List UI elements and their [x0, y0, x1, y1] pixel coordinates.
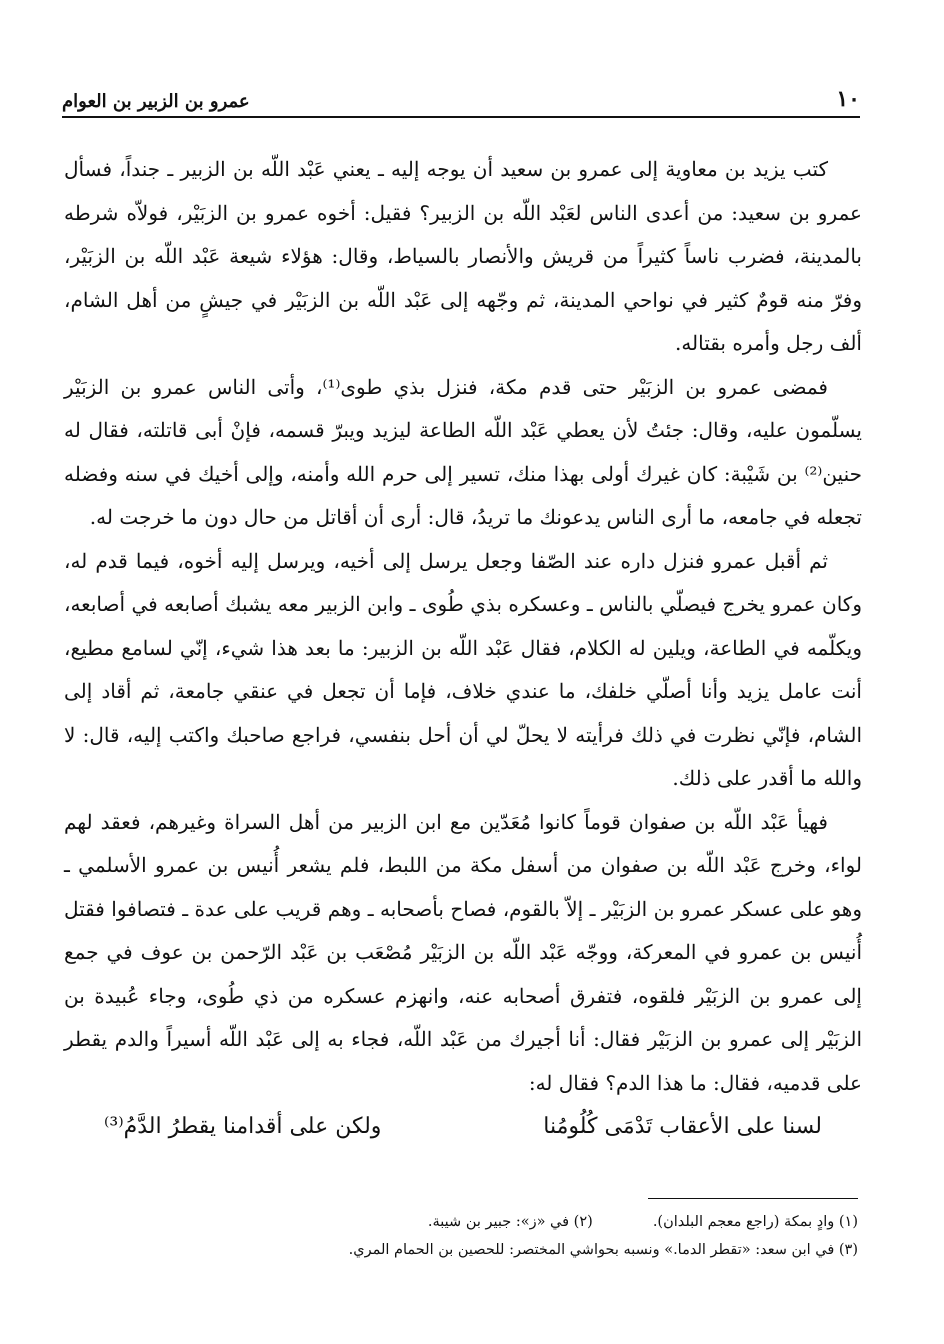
footnotes: [70, 1208, 858, 1264]
verse-second-hemistich: ولكن على أقدامنا يقطرُ الدَّمُ⁽³⁾: [104, 1114, 382, 1139]
footnote-row: [70, 1236, 858, 1264]
page-number: ١٠: [836, 86, 860, 112]
paragraph: كتب يزيد بن معاوية إلى عمرو بن سعيد أن يوجه إليه ـ يعني عَبْد اللّه بن الزبير ـ جنداً، فسأل عمرو بن سعيد: من أعدى الناس لعَبْد اللّه بن الزبير؟ فقيل: أخوه عمرو بن الزبَيْر، فولاّه شرطه بالمدينة، فضرب ناساً كثيراً من قريش والأنصار بالسياط، وقال: هؤلاء شيعة عَبْد اللّه بن الزبَيْر، وفرّ منه قومٌ كثير في نواحي المدينة، ثم وجّهه إلى عَبْد اللّه بن الزبَيْر في جيشٍ من أهل الشام، ألف رجل وأمره بقتاله.: [64, 157, 862, 355]
body-text: [64, 148, 862, 1149]
running-title: عمرو بن الزبير بن العوام: [62, 91, 250, 112]
footnote-row: [70, 1208, 858, 1236]
paragraph: فهيأ عَبْد اللّه بن صفوان قوماً كانوا مُعَدّين مع ابن الزبير من أهل السراة وغيرهم، فعقد لهم لواء، وخرج عَبْد اللّه بن صفوان من أسفل مكة من اللبط، فلم يشعر أُنيس بن عمرو الأسلمي ـ وهو على عسكر عمرو بن الزبَيْر ـ إلاّ بالقوم، فصاح بأصحابه ـ وهم قريب على عدة ـ فتصافوا فقتل أُنيس بن عمرو في المعركة، ووجّه عَبْد اللّه بن الزبَيْر مُصْعَب بن عَبْد الرّحمن بن عوف في جمع إلى عمرو بن الزبَيْر فلقوه، فتفرق أصحابه عنه، وانهزم عسكره من ذي طُوى، وجاء عُبيدة بن الزبَيْر إلى عمرو بن الزبَيْر فقال: أنا أجيرك من عَبْد اللّه، فجاء به إلى عَبْد اللّه أسيراً والدم يقطر على قدميه، فقال: ما هذا الدم؟ فقال له:: [64, 809, 862, 1095]
poetry-verse: [64, 1105, 862, 1149]
page-header: [62, 82, 860, 118]
paragraph: فمضى عمرو بن الزبَيْر حتى قدم مكة، فنزل بذي طوى⁽¹⁾، وأتى الناس عمرو بن الزبَيْر يسلّمون عليه، وقال: جئتُ لأن يعطي عَبْد اللّه الطاعة ليزيد ويبرّ قسمه، فإنْ أبى قاتلته، فقال له حنين⁽²⁾ بن شَيْبة: كان غيرك أولى بهذا منك، تسير إلى حرم الله وأمنه، وإلى أخيك في سنه وفضله تجعله في جامعه، ما أرى الناس يدعونك ما تريدُ، قال: أرى أن أقاتل من حال دون ما خرجت له.: [64, 374, 862, 529]
verse-first-hemistich: لسنا على الأعقاب تَدْمَى كُلُومُنا: [543, 1114, 822, 1139]
footnote-1: (١) وادٍ بمكة (راجع معجم البلدان).: [652, 1214, 858, 1230]
footnote-separator: [648, 1198, 858, 1199]
footnote-2: (٢) في «ز»: جبير بن شيبة.: [427, 1214, 593, 1230]
paragraph: ثم أقبل عمرو فنزل داره عند الصّفا وجعل يرسل إلى أخيه، ويرسل إليه أخوه، فيما قدم له، وكان عمرو يخرج فيصلّي بالناس ـ وعسكره بذي طُوى ـ وابن الزبير معه يشبك أصابعه في أصابعه، ويكلّمه في الطاعة، ويلين له الكلام، فقال عَبْد اللّه بن الزبير: ما بعد هذا شيء، إنّي لسامع مطيع، أنت عامل يزيد وأنا أصلّي خلفك، ما عندي خلاف، فإما أن تجعل في عنقي جامعة، ثم أقاد إلى الشام، فإنّي نظرت في ذلك فرأيته لا يحلّ لي أن أحل بنفسي، فراجع صاحبك واكتب إليه، قال: لا والله ما أقدر على ذلك.: [64, 548, 863, 790]
footnote-3: (٣) في ابن سعد: «تقطر الدما.» ونسبه بحواشي المختصر: للحصين بن الحمام المري.: [348, 1242, 858, 1258]
